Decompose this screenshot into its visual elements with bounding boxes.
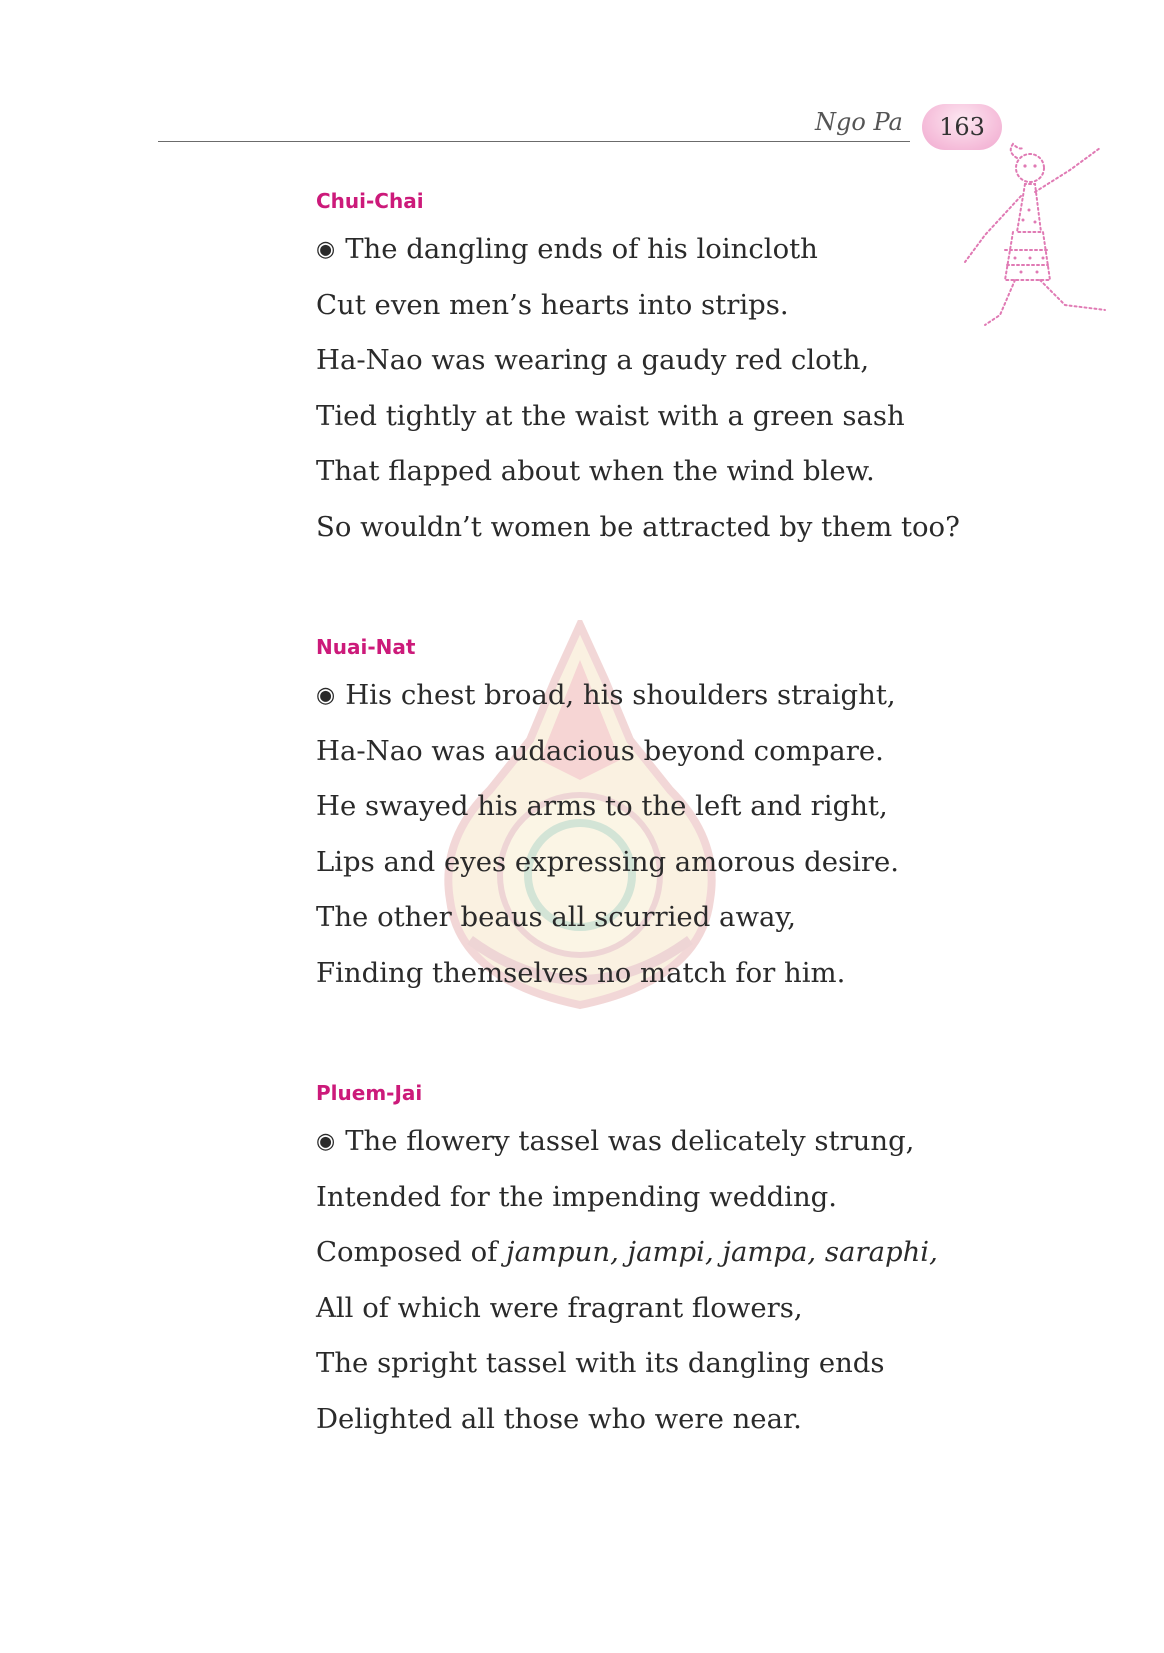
bullet-icon: ◉ [316,683,336,708]
verse-line: ◉ The flowery tassel was delicately strung, [316,1125,915,1157]
verse-line: That flapped about when the wind blew. [316,455,875,487]
bullet-icon: ◉ [316,1129,336,1154]
verse-line: So wouldn’t women be attracted by them too? [316,510,960,543]
verse-line: ◉ His chest broad, his shoulders straight, [316,679,896,711]
verse-line: Finding themselves no match for him. [316,956,846,989]
verse-line: Tied tightly at the waist with a green sash [316,399,905,432]
verse-line: The other beaus all scurried away, [316,901,797,933]
stanza-nuai-nat [316,630,1016,1001]
verse-line: ◉ The dangling ends of his loincloth [316,233,818,265]
verse-line: Lips and eyes expressing amorous desire. [316,845,900,878]
verse-line: Delighted all those who were near. [316,1402,802,1435]
verse-line: Ha-Nao was audacious beyond compare. [316,734,884,767]
verse-line: The spright tassel with its dangling ends [316,1347,885,1379]
verse-line: Intended for the impending wedding. [316,1180,838,1213]
stanza-title: Chui-Chai [316,189,424,213]
italic-flower-names: jampun, jampi, jampa, saraphi, [506,1236,938,1268]
verse-line: All of which were fragrant flowers, [316,1291,803,1324]
stanza-title: Pluem-Jai [316,1081,423,1105]
page-number: 163 [939,113,985,141]
stanza-chui-chai [316,184,1016,555]
verse-line: Composed of jampun, jampi, jampa, saraphi, [316,1236,938,1268]
verse-line: Ha-Nao was wearing a gaudy red cloth, [316,344,870,376]
verse-line: He swayed his arms to the left and right, [316,790,888,822]
stanza-pluem-jai [316,1076,1016,1447]
verse-line: Cut even men’s hearts into strips. [316,288,789,321]
running-title: Ngo Pa [815,108,903,136]
header-rule [158,141,910,142]
bullet-icon: ◉ [316,237,336,262]
stanza-title: Nuai-Nat [316,635,416,659]
